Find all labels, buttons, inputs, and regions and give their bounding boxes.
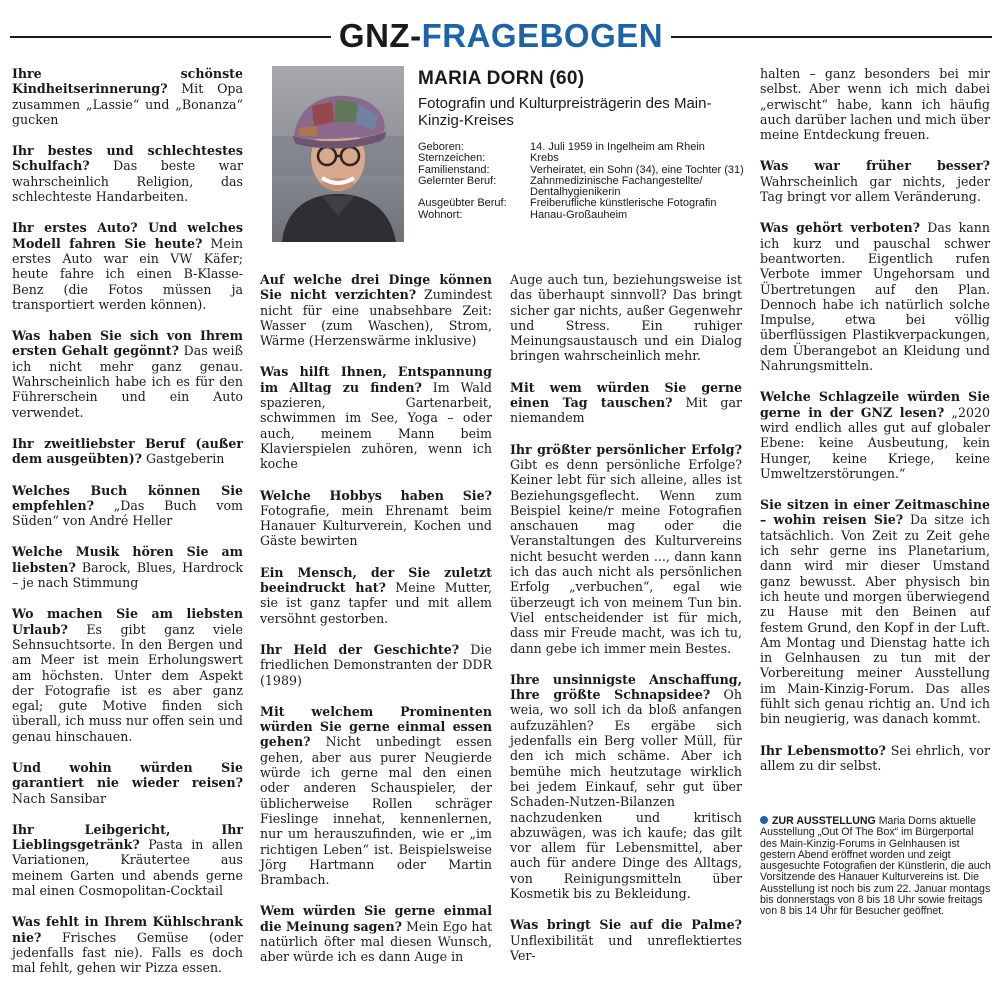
fact-row (418, 176, 748, 199)
fact-value: Hanau-Großauheim (530, 208, 628, 221)
question: Mit wem würden Sie gerne einen Tag tauschen? (510, 379, 742, 411)
answer: „2020 wird endlich alles gut auf globaler Ebene: keine Ausbeutung, kein Hunger, keine Kriege, keine Umweltzerstörungen.“ (760, 404, 991, 481)
masthead (0, 14, 1002, 58)
question: Was hilft Ihnen, Entspannung im Alltag zu finden? (260, 364, 492, 395)
qa-paragraph (12, 544, 243, 590)
question: Ihr zweitliebster Beruf (außer dem ausgeübten)? (12, 435, 243, 467)
fact-row (418, 210, 748, 221)
masthead-rule-left (10, 36, 331, 38)
question: Welche Schlagzeile würden Sie gerne in der GNZ lesen? (760, 389, 990, 420)
profile-subtitle: Fotografin und Kulturpreisträgerin des Main-Kinzig-Kreises (418, 95, 712, 129)
answer: Da sitze ich tatsächlich. Von Zeit zu Zeit gehe ich sehr gerne ins Planetarium, dann wird mir dieser Umstand ganz bewusst. Aber physisch bin ich heute und morgen überwiegend zu Hause mit den Beinen auf festem Grund, den Kopf in der Luft. Am Montag und Dienstag hatte ich in Gelnhausen zu tun mit der Vorbereitung meiner Ausstellung im Main-Kinzig-Forum. Das alles fühlt sich genau richtig an. Und ich bin neugierig, was danach kommt. (760, 512, 991, 727)
exhibition-note (760, 816, 992, 918)
qa-paragraph (12, 66, 243, 127)
qa-paragraph (260, 272, 492, 348)
exhibition-text: Maria Dorns aktuelle Ausstellung „Out Of The Box“ im Bürgerportal des Main-Kinzig-Forums in Gelnhausen ist gestern Abend eröffnet worden und zeigt ausgesuchte Fotografien der Künstlerin, die auch Vorsitzende des Hanauer Kulturvereins ist. Die Ausstellung ist noch bis zum 22. Januar montags bis donnerstags von 8 bis 18 Uhr sowie freitags von 8 bis 14 Uhr für Besucher geöffnet. (760, 815, 991, 918)
qa-paragraph (12, 143, 243, 204)
answer: Zumindest nicht für eine unabsehbare Zeit: Wasser (zum Waschen), Strom, Wärme (Herzenswärme inklusive) (260, 287, 492, 349)
page-title (339, 17, 663, 55)
profile-name: MARIA DORN (60) (418, 68, 585, 89)
question: Welche Musik hören Sie am liebsten? (12, 544, 243, 575)
column-2 (260, 272, 492, 981)
question: Wem würden Sie gerne einmal die Meinung sagen? (260, 903, 492, 934)
answer: Gibt es denn persönliche Erfolge? Keiner lebt für sich alleine, alles ist Beziehungsgeflecht. Wenn zum Beispiel keine/r meine Fotografien anschauen mag oder die Veranstaltungen des Kulturvereins nicht besucht werden ..., dann kann ich das auch nicht als persönlichen Erfolg „verbuchen“, egal wie überzeugt ich von meinem Tun bin. Viel entscheidender ist für mich, dass mir Freude macht, was ich tu, dann gebe ich immer mein Bestes. (510, 456, 742, 656)
answer: Wahrscheinlich gar nichts, jeder Tag bringt vor allem Veränderung. (760, 173, 990, 205)
fact-value: Freiberufliche künstlerische Fotografin (530, 197, 717, 210)
answer: Pasta in allen Variationen, Kräutertee aus meinem Garten und abends gerne mal einen Cosmopolitan-Cocktail (12, 837, 243, 899)
answer: Das weiß ich nicht mehr ganz genau. Wahrscheinlich habe ich es für den Führerschein und ein Auto verwendet. (12, 343, 243, 420)
bullet-dot-icon (760, 816, 768, 824)
answer: Meine Mutter, sie ist ganz tapfer und mit allem versöhnt gestorben. (260, 580, 492, 626)
answer: halten – ganz besonders bei mir selbst. Aber wenn ich mich dabei „erwischt“ habe, kann ich häufig auch darüber lachen und mich über meine Entdeckung freuen. (760, 66, 990, 143)
question: Auf welche drei Dinge können Sie nicht verzichten? (260, 272, 492, 303)
qa-paragraph (760, 158, 990, 204)
answer: Mit gar niemandem (510, 395, 742, 426)
profile-facts (418, 142, 748, 221)
answer: Gastgeberin (142, 451, 225, 467)
qa-paragraph (260, 903, 492, 964)
answer: Auge auch tun, beziehungsweise ist das überhaupt sinnvoll? Das bringt sicher gar nichts, außer Gegenwehr und Stress. Ein ruhiger Meinungsaustausch und ein Dialog bringen wahrscheinlich mehr. (510, 272, 742, 364)
answer: Mein erstes Auto war ein VW Käfer; heute fahre ich einen B-Klasse-Benz (die Fotos müssen ja transportiert werden können). (12, 235, 243, 312)
qa-paragraph (510, 380, 742, 426)
profile-box (272, 66, 742, 256)
answer: Oh weia, wo soll ich da bloß anfangen aufzuzählen? Es ergäbe sich jedenfalls ein Berg voller Müll, für den ich mich schäme. Aber ich bemühe mich heutzutage wirklich bei jedem Einkauf, sehr gut über Schaden-Nutzen-Bilanzen nachzudenken und kritisch abzuwägen, was ich kaufe; das gilt vor allem für Lebensmittel, aber auch für andere Dinge des Alltags, von Reinigungsmitteln über Kosmetik bis zu Bekleidung. (510, 687, 742, 901)
title-part2: FRAGEBOGEN (421, 17, 664, 54)
qa-paragraph (12, 436, 243, 467)
question: Welches Buch können Sie empfehlen? (12, 482, 243, 513)
qa-paragraph (260, 488, 492, 549)
answer: Nicht unbedingt essen gehen, aber aus purer Neugierde würde ich gerne mal den einen oder anderen Schauspieler, der üblicherweise Rollen schräger Fieslinge innehat, kennenlernen, nur um herauszufinden, wie er „im richtigen Leben“ ist. Beispielsweise Jörg Hartmann oder Martin Brambach. (260, 734, 492, 888)
question: Ihr Leibgericht, Ihr Lieblingsgetränk? (12, 821, 243, 853)
qa-paragraph (760, 389, 990, 481)
qa-paragraph (12, 220, 243, 312)
qa-paragraph (12, 606, 243, 744)
answer: Barock, Blues, Hardrock – je nach Stimmung (12, 559, 243, 591)
qa-paragraph (12, 328, 243, 420)
answer: Unflexibilität und unreflektiertes Ver- (510, 932, 742, 963)
answer: Das kann ich kurz und pauschal schwer beantworten. Eigentlich rufen Verbote immer Ungehorsam und Übertretungen auf den Plan. Dennoch habe ich natürlich solche Impulse, etwa bei völlig überflüssigen Plastikverpackungen, dem Überangebot an Kleidung und Nahrungsmitteln. (760, 220, 990, 374)
qa-paragraph (510, 917, 742, 963)
question: Ihr Held der Geschichte? (260, 641, 460, 657)
column-1 (12, 66, 243, 992)
answer: Mein Ego hat natürlich öfter mal diesen Wunsch, aber würde ich es dann Auge in (260, 918, 493, 965)
answer: „Das Buch vom Süden“ von André Heller (12, 497, 243, 529)
qa-paragraph (510, 272, 742, 364)
question: Welche Hobbys haben Sie? (260, 487, 492, 503)
answer: Mit Opa zusammen „Lassie“ und „Bonanza“ gucken (12, 81, 243, 127)
column-3 (510, 272, 742, 979)
qa-paragraph (260, 565, 492, 626)
question: Ein Mensch, der Sie zuletzt beeindruckt hat? (260, 564, 492, 596)
fact-label: Gelernter Beruf: (418, 174, 497, 187)
qa-paragraph (12, 822, 243, 898)
answer: Im Wald spazieren, Gartenarbeit, schwimmen im See, Yoga – oder auch, meinem Mann beim Klavierspielen zuhören, wenn ich koche (260, 379, 492, 472)
question: Ihr bestes und schlechtestes Schulfach? (12, 143, 243, 174)
answer: Das beste war wahrscheinlich Religion, das schlechteste Handarbeiten. (12, 158, 243, 205)
answer: Nach Sansibar (12, 790, 107, 806)
qa-paragraph (760, 66, 990, 142)
answer: Frisches Gemüse (oder jedenfalls fast nie). Falls es doch mal fehlt, gehen wir Pizza essen. (12, 929, 243, 976)
qa-paragraph (760, 497, 990, 726)
qa-paragraph (12, 760, 243, 806)
qa-paragraph (260, 364, 492, 471)
portrait-photo (272, 66, 404, 242)
fact-value: Zahnmedizinische Fachangestellte/ Dentalhygienikerin (530, 174, 703, 199)
question: Was haben Sie sich von Ihrem ersten Gehalt gegönnt? (12, 328, 243, 359)
qa-paragraph (510, 672, 742, 901)
qa-paragraph (12, 914, 243, 975)
exhibition-heading: ZUR AUSSTELLUNG (772, 815, 876, 827)
qa-paragraph (510, 442, 742, 656)
question: Ihr Lebensmotto? (760, 742, 886, 758)
qa-paragraph (260, 704, 492, 888)
masthead-rule-right (671, 36, 992, 38)
fact-row (418, 153, 748, 164)
question: Was gehört verboten? (760, 220, 920, 236)
answer: Fotografie, mein Ehrenamt beim Hanauer Kulturverein, Kochen und Gäste bewirten (260, 502, 492, 549)
fact-label: Sternzeichen: (418, 152, 486, 165)
question: Ihre schönste Kindheitserinnerung? (12, 66, 243, 97)
fact-label: Geboren: (418, 141, 464, 153)
question: Ihr erstes Auto? Und welches Modell fahren Sie heute? (12, 220, 243, 251)
answer: Die friedlichen Demonstranten der DDR (1989) (260, 641, 492, 688)
portrait-illustration (272, 66, 404, 242)
question: Mit welchem Prominenten würden Sie gerne einmal essen gehen? (260, 703, 492, 750)
answer: Sei ehrlich, vor allem zu dir selbst. (760, 742, 990, 773)
fact-value: 14. Juli 1959 in Ingelheim am Rhein (530, 141, 705, 153)
answer: Es gibt ganz viele Sehnsuchtsorte. In den Bergen und am Meer ist mein Erholungswert am höchsten. Unter dem Aspekt der Fotografie ist es aber ganz egal; gute Motive finden sich überall, ich muss nur offen sein und genau hinschauen. (12, 621, 243, 744)
question: Was fehlt in Ihrem Kühlschrank nie? (12, 914, 243, 945)
question: Ihr größter persönlicher Erfolg? (510, 441, 742, 457)
question: Wo machen Sie am liebsten Urlaub? (12, 606, 243, 637)
question: Was war früher besser? (760, 158, 990, 174)
question: Ihre unsinnigste Anschaffung, Ihre größte Schnapsidee? (510, 671, 742, 703)
qa-paragraph (12, 483, 243, 529)
fact-value: Krebs (530, 152, 559, 165)
fact-value: Verheiratet, ein Sohn (34), eine Tochter (31) (530, 163, 744, 176)
question: Und wohin würden Sie garantiert nie wieder reisen? (12, 759, 243, 791)
question: Was bringt Sie auf die Palme? (510, 917, 742, 933)
fact-label: Familienstand: (418, 163, 490, 176)
qa-paragraph (760, 743, 990, 774)
qa-paragraph (260, 642, 492, 688)
column-4 (760, 66, 990, 789)
question: Sie sitzen in einer Zeitmaschine – wohin reisen Sie? (760, 497, 990, 528)
qa-paragraph (760, 220, 990, 373)
title-part1: GNZ- (338, 17, 422, 54)
fact-label: Ausgeübter Beruf: (418, 197, 507, 210)
fact-label: Wohnort: (418, 208, 463, 221)
